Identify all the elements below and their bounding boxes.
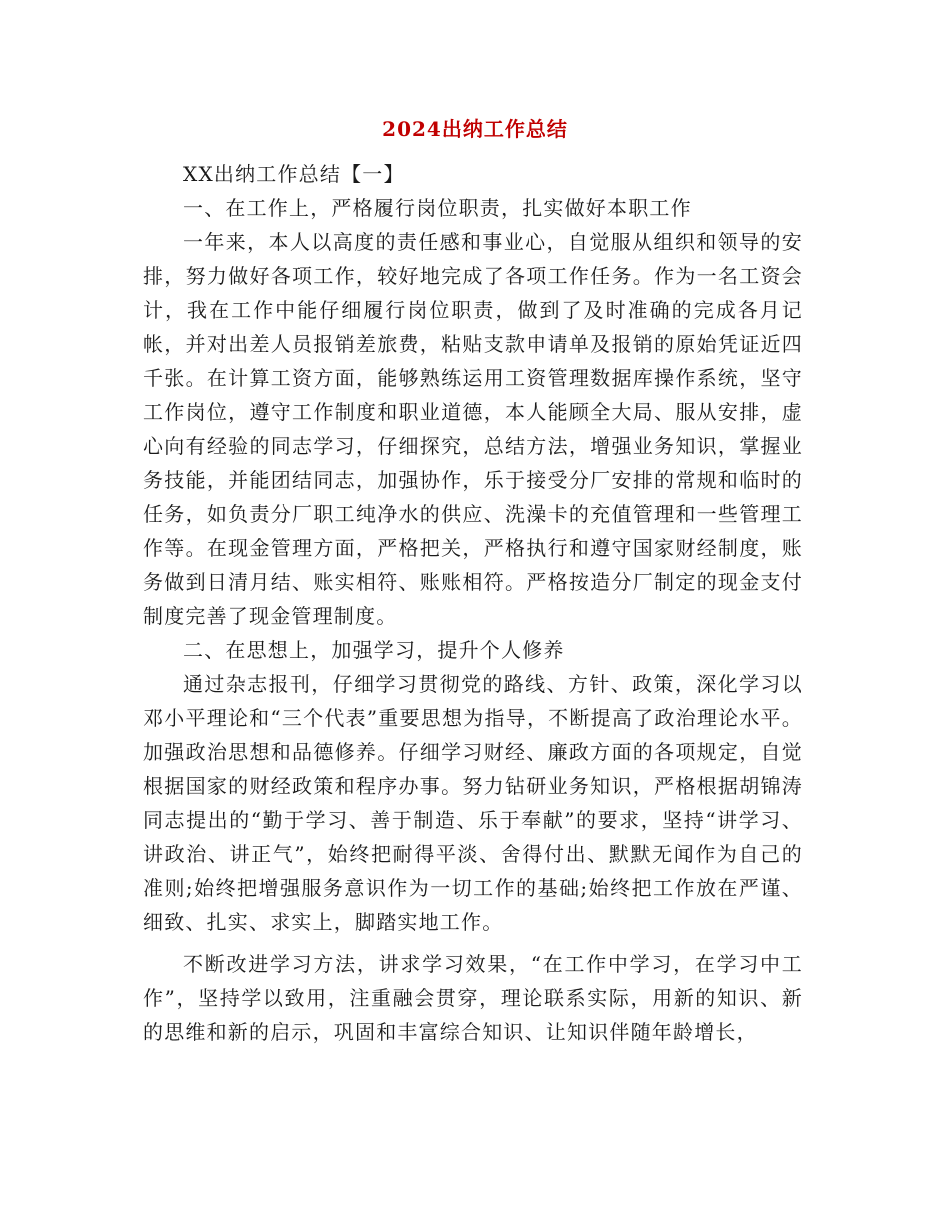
document-body [143,157,803,1049]
section-heading: XX出纳工作总结【一】 [183,162,405,186]
subheading-work: 一、在工作上，严格履行岗位职责，扎实做好本职工作 [183,196,692,220]
paragraph-study: 不断改进学习方法，讲求学习效果，“在工作中学习，在学习中工作”，坚持学以致用，注重融会贯穿，理论联系实际，用新的知识、新的思维和新的启示，巩固和丰富综合知识、让知识伴随年龄增长， [143,952,803,1044]
paragraph-thought: 通过杂志报刊，仔细学习贯彻党的路线、方针、政策，深化学习以邓小平理论和“三个代表”重要思想为指导，不断提高了政治理论水平。加强政治思想和品德修养。仔细学习财经、廉政方面的各项规定，自觉根据国家的财经政策和程序办事。努力钻研业务知识，严格根据胡锦涛同志提出的“勤于学习、善于制造、乐于奉献”的要求，坚持“讲学习、讲政治、讲正气”，始终把耐得平淡、舍得付出、默默无闻作为自己的准则;始终把增强服务意识作为一切工作的基础;始终把工作放在严谨、细致、扎实、求实上，脚踏实地工作。 [143,672,803,934]
document-title: 2024出纳工作总结 [382,117,568,141]
subheading-thought: 二、在思想上，加强学习，提升个人修养 [183,638,565,662]
paragraph-work: 一年来，本人以高度的责任感和事业心，自觉服从组织和领导的安排，努力做好各项工作，较好地完成了各项工作任务。作为一名工资会计，我在工作中能仔细履行岗位职责，做到了及时准确的完成各月记帐，并对出差人员报销差旅费，粘贴支款申请单及报销的原始凭证近四千张。在计算工资方面，能够熟练运用工资管理数据库操作系统，坚守工作岗位，遵守工作制度和职业道德，本人能顾全大局、服从安排，虚心向有经验的同志学习，仔细探究，总结方法，增强业务知识，掌握业务技能，并能团结同志，加强协作，乐于接受分厂安排的常规和临时的任务，如负责分厂职工纯净水的供应、洗澡卡的充值管理和一些管理工作等。在现金管理方面，严格把关，严格执行和遵守国家财经制度，账务做到日清月结、账实相符、账账相符。严格按造分厂制定的现金支付制度完善了现金管理制度。 [143,230,803,628]
